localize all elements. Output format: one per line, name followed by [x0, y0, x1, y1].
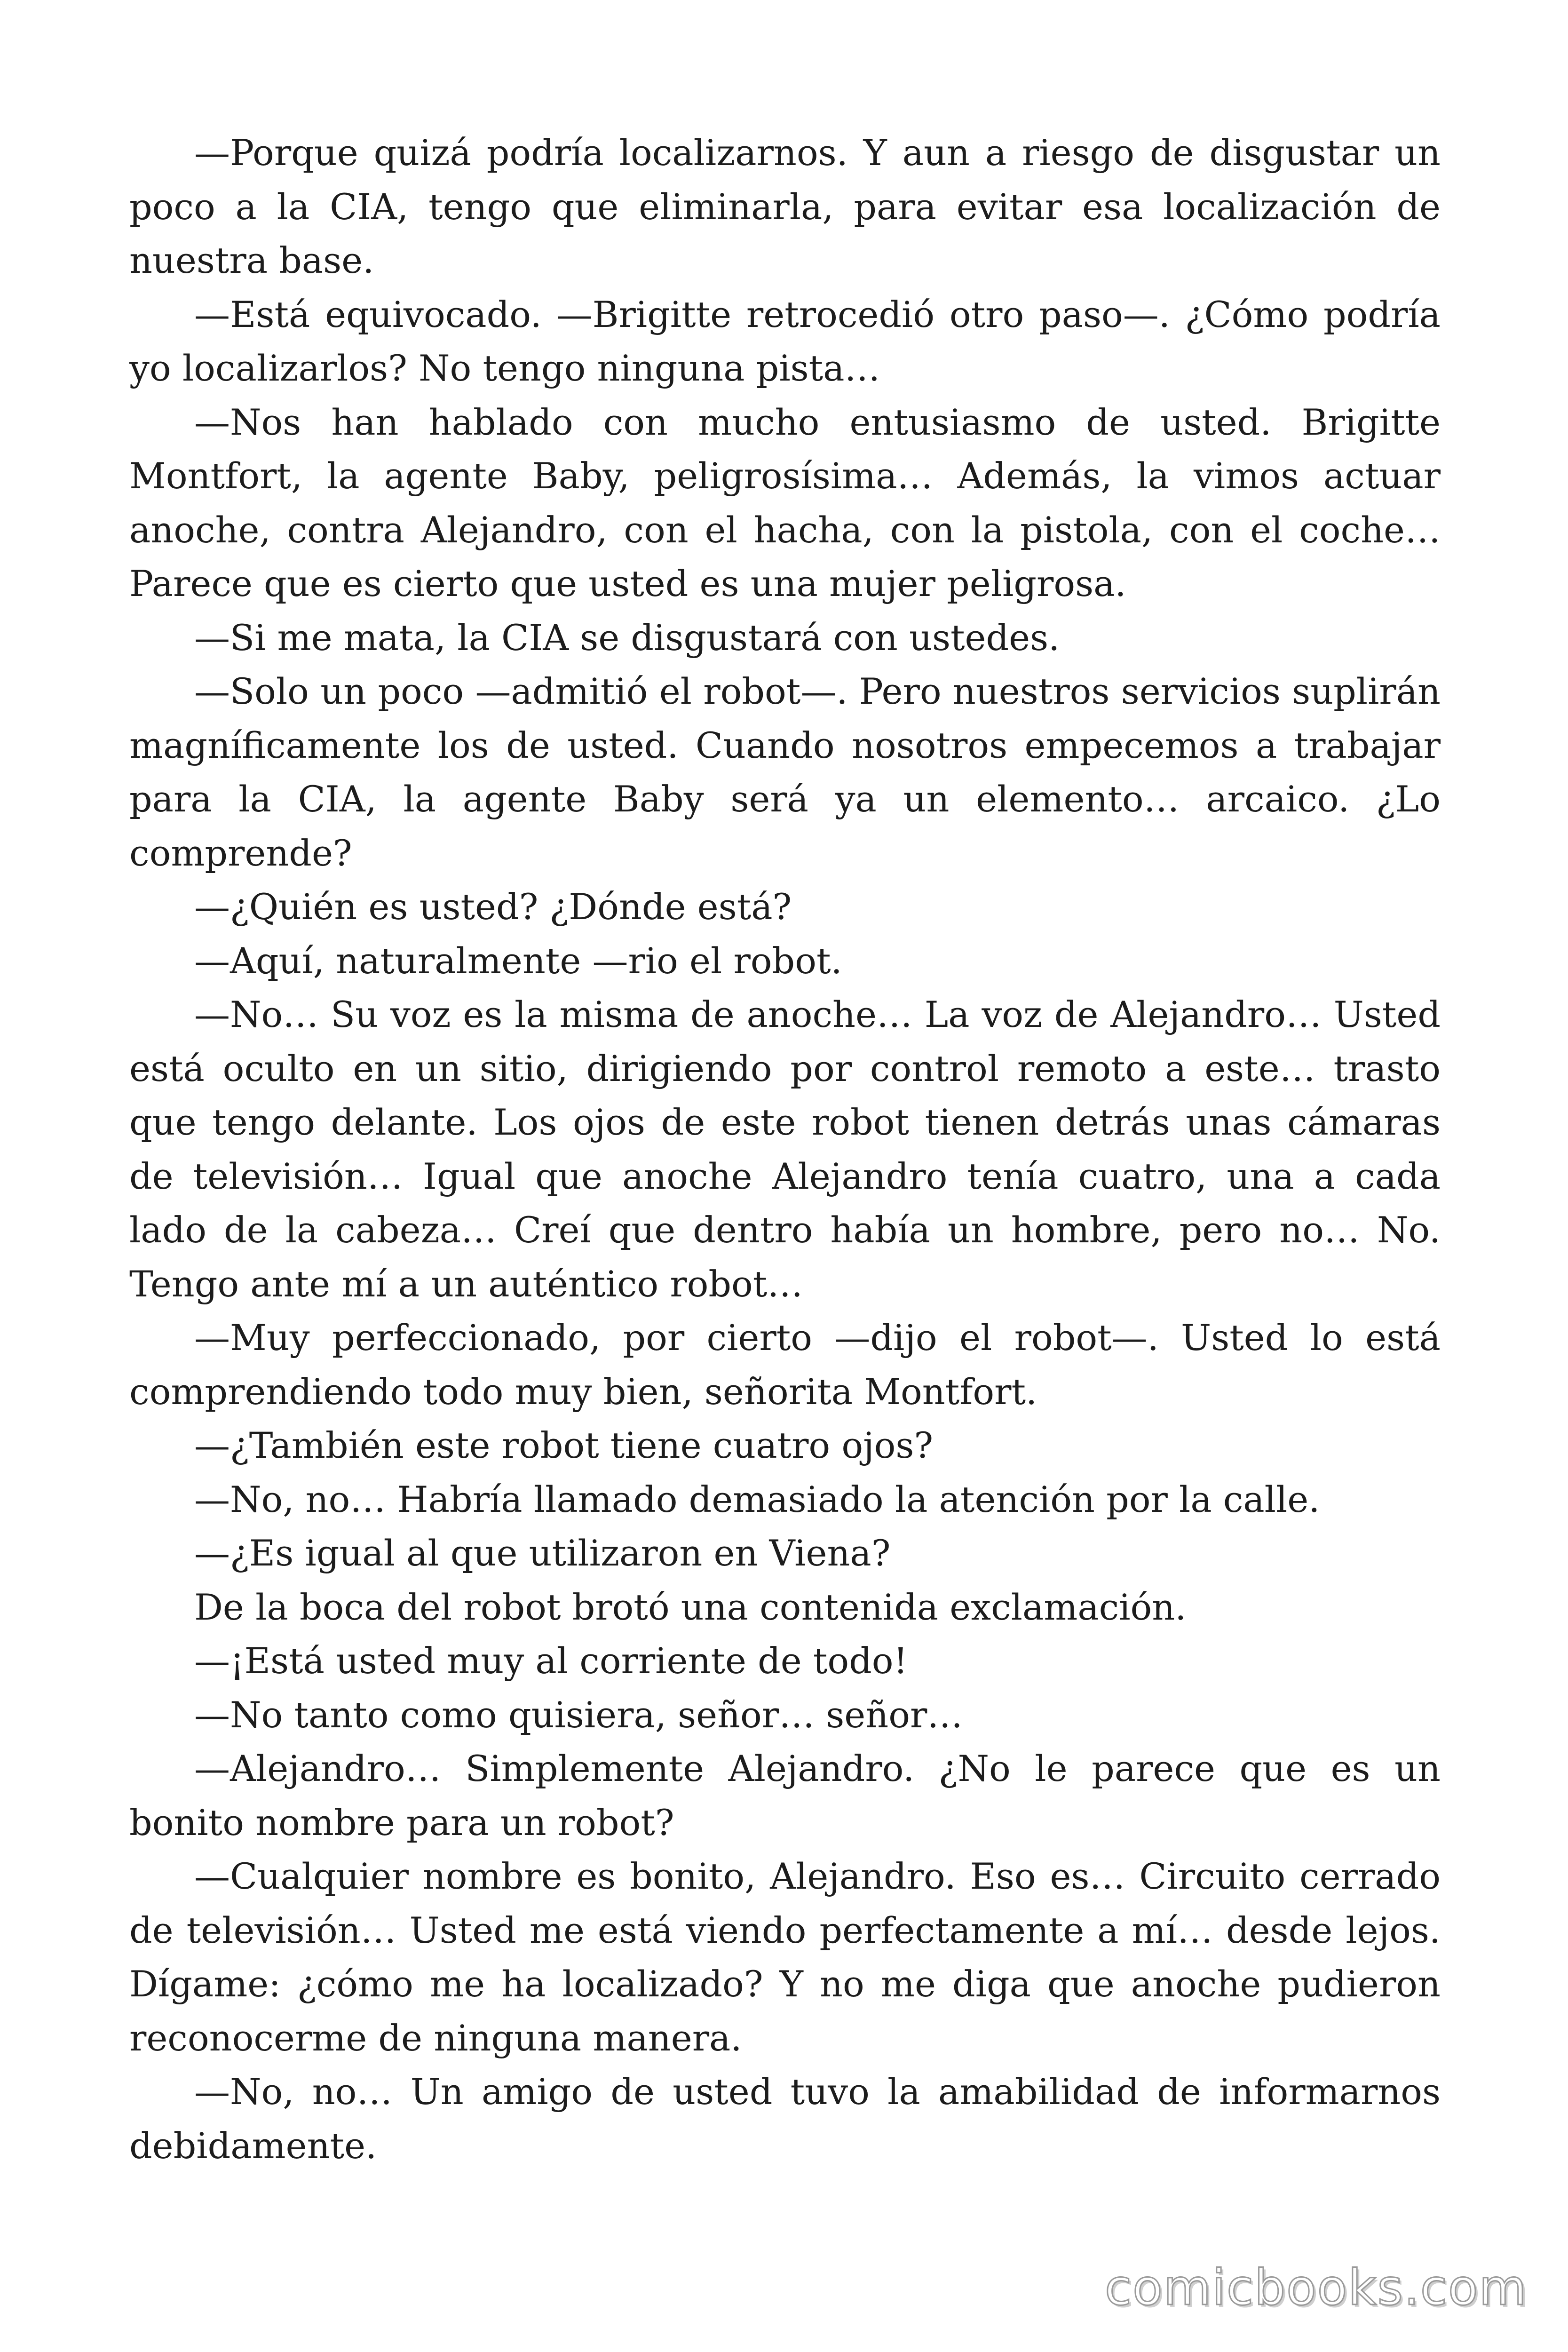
watermark: comicbooks.com: [1104, 2259, 1528, 2316]
paragraph: —Está equivocado. —Brigitte retrocedió otro paso—. ¿Cómo podría yo localizarlos? No tengo ninguna pista…: [129, 293, 1441, 389]
paragraph: —No, no… Habría llamado demasiado la atención por la calle.: [194, 1478, 1320, 1520]
paragraph: —¿Es igual al que utilizaron en Viena?: [194, 1532, 891, 1574]
paragraph: —¡Está usted muy al corriente de todo!: [194, 1640, 908, 1682]
paragraph: —¿Quién es usted? ¿Dónde está?: [194, 886, 792, 928]
paragraph: —No, no… Un amigo de usted tuvo la amabilidad de informarnos debidamente.: [129, 2071, 1441, 2167]
paragraph: —Nos han hablado con mucho entusiasmo de usted. Brigitte Montfort, la agente Baby, peligrosísima… Además, la vimos actuar anoche, contra Alejandro, con el hacha, con la pistola, con el coche… Parece que es cierto que usted es una mujer peligrosa.: [129, 401, 1441, 604]
paragraph: —No… Su voz es la misma de anoche… La voz de Alejandro… Usted está oculto en un sitio, dirigiendo por control remoto a este… trasto que tengo delante. Los ojos de este robot tienen detrás unas cámaras de televisión… Igual que anoche Alejandro tenía cuatro, una a cada lado de la cabeza… Creí que dentro había un hombre, pero no… No. Tengo ante mí a un auténtico robot…: [129, 993, 1441, 1305]
paragraph: —No tanto como quisiera, señor… señor…: [194, 1693, 963, 1736]
paragraph: —Alejandro… Simplemente Alejandro. ¿No le parece que es un bonito nombre para un robot?: [129, 1748, 1441, 1843]
paragraph: De la boca del robot brotó una contenida exclamación.: [194, 1586, 1187, 1628]
paragraph: —Muy perfeccionado, por cierto —dijo el robot—. Usted lo está comprendiendo todo muy bien, señorita Montfort.: [129, 1317, 1441, 1413]
paragraph: —Solo un poco —admitió el robot—. Pero nuestros servicios suplirán magníficamente los de usted. Cuando nosotros empecemos a trabajar para la CIA, la agente Baby será ya un elemento… arcaico. ¿Lo comprende?: [129, 670, 1441, 874]
paragraph: —Porque quizá podría localizarnos. Y aun a riesgo de disgustar un poco a la CIA, tengo que eliminarla, para evitar esa localización de nuestra base.: [129, 132, 1441, 281]
paragraph: —¿También este robot tiene cuatro ojos?: [194, 1424, 934, 1466]
book-page-text: [129, 126, 1441, 2173]
paragraph: —Aquí, naturalmente —rio el robot.: [194, 939, 842, 982]
paragraph: —Cualquier nombre es bonito, Alejandro. Eso es… Circuito cerrado de televisión… Usted me está viendo perfectamente a mí… desde lejos. Dígame: ¿cómo me ha localizado? Y no me diga que anoche pudieron reconocerme de ninguna manera.: [129, 1855, 1441, 2059]
paragraph: —Si me mata, la CIA se disgustará con ustedes.: [194, 616, 1060, 659]
